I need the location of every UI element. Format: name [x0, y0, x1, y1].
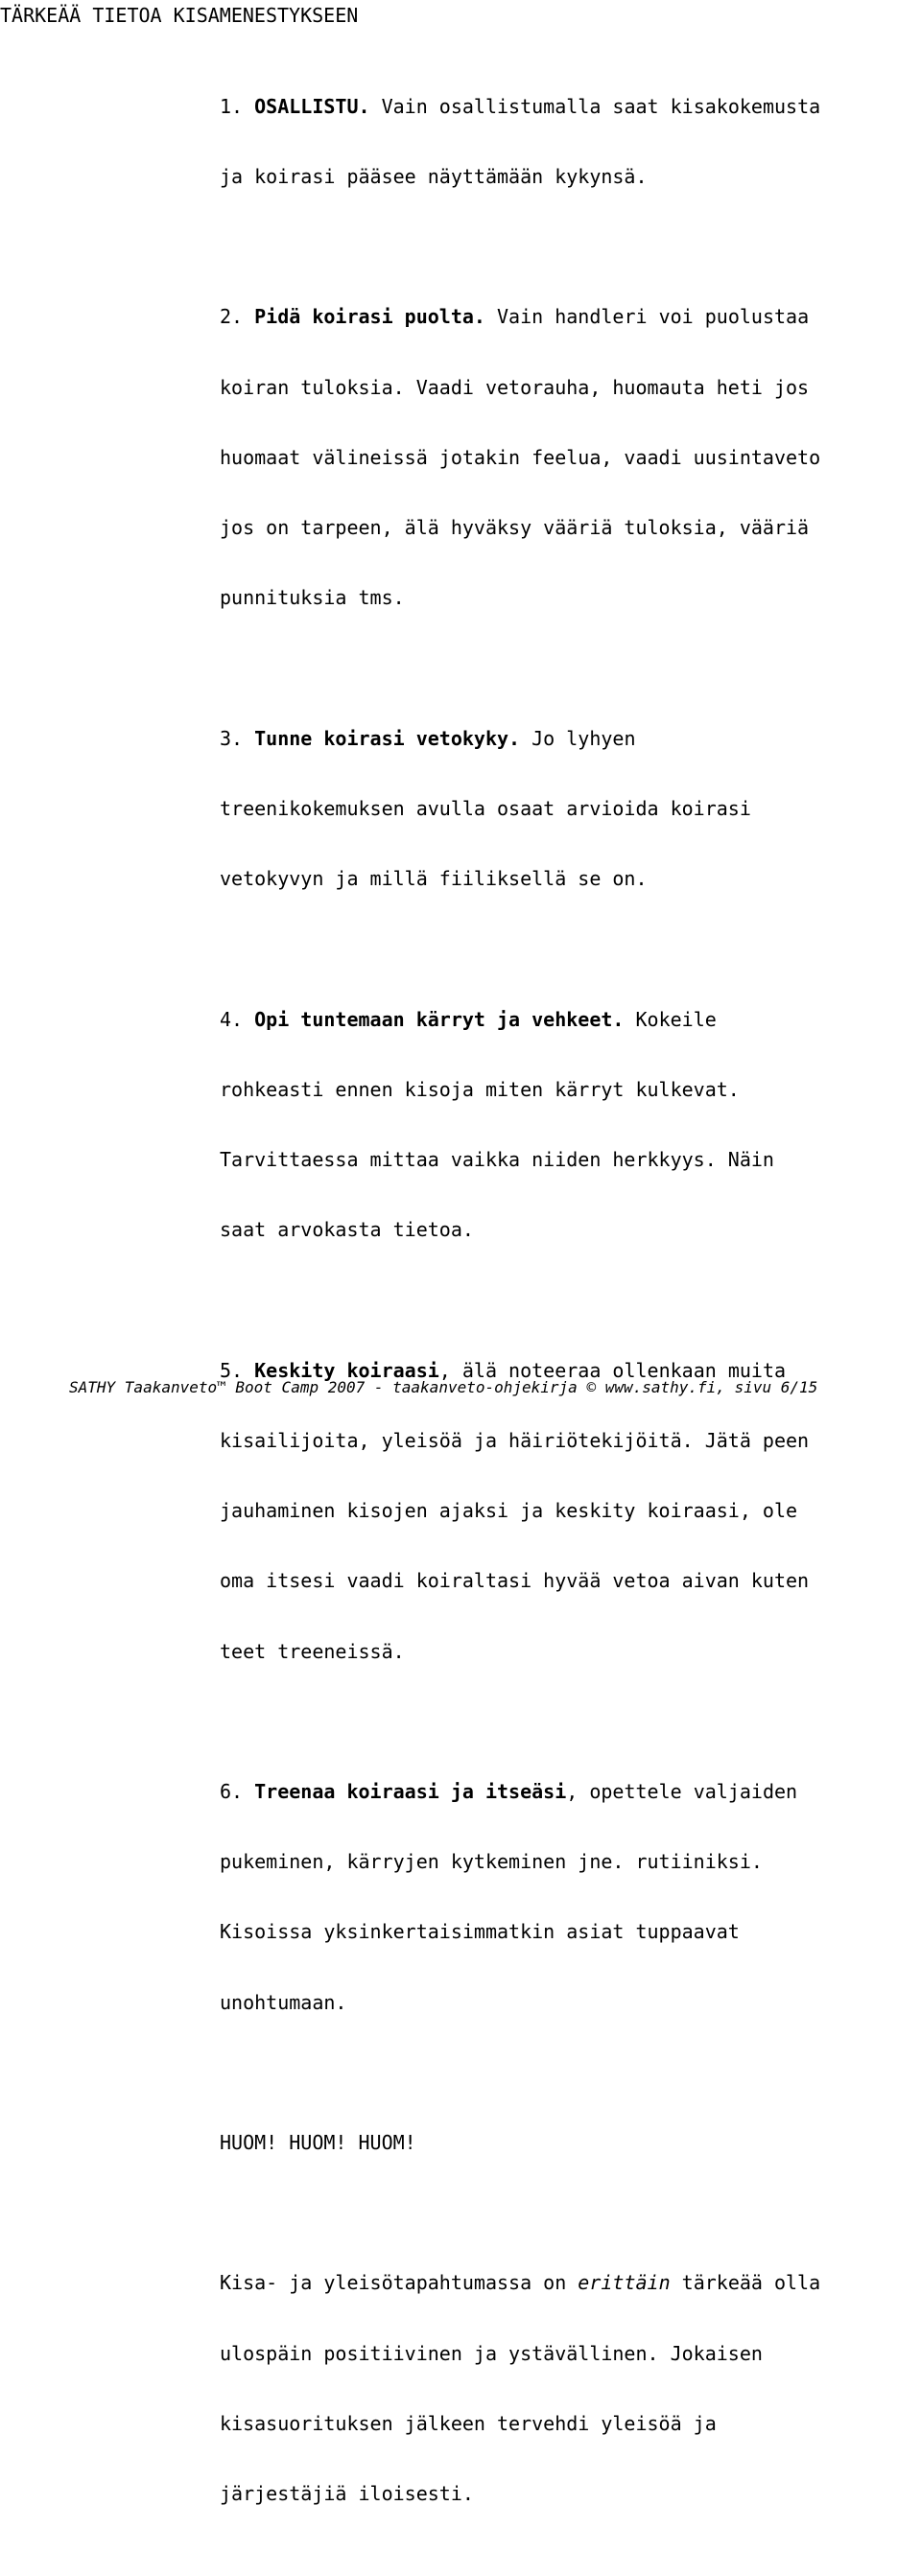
item-text: , opettele valjaiden	[566, 1779, 798, 1803]
document-body	[220, 48, 915, 2576]
list-item	[220, 1312, 915, 1710]
item-number: 6.	[220, 1779, 244, 1803]
item-text: jauhaminen kisojen ajaksi ja keskity koiraasi, ole	[220, 1499, 798, 1523]
closing-emphasis: erittäin	[578, 2271, 671, 2295]
item-text: Jo lyhyen	[520, 726, 636, 750]
item-text: Tarvittaessa mittaa vaikka niiden herkkyys. Näin	[220, 1148, 774, 1172]
item-text: Kokeile	[624, 1007, 717, 1031]
item-text: vetokyvyn ja millä fiiliksellä se on.	[220, 867, 648, 891]
item-text: unohtumaan.	[220, 1990, 347, 2014]
item-text: kisailijoita, yleisöä ja häiriötekijöitä. Jätä peen	[220, 1428, 810, 1452]
item-text: , älä noteeraa ollenkaan muita	[438, 1358, 787, 1382]
item-heading: OSALLISTU.	[254, 94, 370, 118]
item-text: koiran tuloksia. Vaadi vetorauha, huomauta heti jos	[220, 375, 810, 399]
item-text: oma itsesi vaadi koiraltasi hyvää vetoa aivan kuten	[220, 1569, 810, 1593]
huom-notice	[220, 2084, 915, 2201]
closing-paragraph	[220, 2225, 915, 2553]
item-heading: Tunne koirasi vetokyky.	[254, 726, 521, 750]
item-heading: Pidä koirasi puolta.	[254, 305, 485, 329]
item-text: teet treeneissä.	[220, 1639, 405, 1663]
item-text: ja koirasi pääsee näyttämään kykynsä.	[220, 165, 648, 189]
huom-text: HUOM! HUOM! HUOM!	[220, 2131, 416, 2155]
item-text: jos on tarpeen, älä hyväksy vääriä tuloksia, vääriä	[220, 516, 810, 540]
item-text: rohkeasti ennen kisoja miten kärryt kulkevat.	[220, 1077, 740, 1101]
closing-text: kisasuorituksen jälkeen tervehdi yleisöä ja	[220, 2411, 717, 2435]
item-text: punnituksia tms.	[220, 586, 405, 610]
list-item	[220, 259, 915, 657]
closing-text: ulospäin positiivinen ja ystävällinen. Jokaisen	[220, 2341, 763, 2365]
item-text: treenikokemuksen avulla osaat arvioida koirasi	[220, 796, 751, 820]
closing-text: järjestäjiä iloisesti.	[220, 2482, 474, 2506]
item-heading: Opi tuntemaan kärryt ja vehkeet.	[254, 1007, 625, 1031]
item-number: 1.	[220, 94, 244, 118]
item-text: pukeminen, kärryjen kytkeminen jne. rutiiniksi.	[220, 1850, 763, 1874]
list-item	[220, 1733, 915, 2061]
item-text: Vain osallistumalla saat kisakokemusta	[369, 94, 821, 118]
item-heading: Treenaa koiraasi ja itseäsi	[254, 1779, 567, 1803]
closing-text: tärkeää olla	[670, 2271, 821, 2295]
list-item	[220, 961, 915, 1289]
item-number: 2.	[220, 305, 244, 329]
page-footer: SATHY Taakanveto™ Boot Camp 2007 - taakanveto-ohjekirja © www.sathy.fi, sivu 6/15	[69, 1378, 818, 1396]
item-heading: Keskity koiraasi	[254, 1358, 439, 1382]
item-text: huomaat välineissä jotakin feelua, vaadi uusintaveto	[220, 445, 821, 469]
item-number: 4.	[220, 1007, 244, 1031]
item-text: saat arvokasta tietoa.	[220, 1218, 474, 1242]
item-number: 5.	[220, 1358, 244, 1382]
item-number: 3.	[220, 726, 244, 750]
list-item	[220, 48, 915, 235]
closing-text: Kisa- ja yleisötapahtumassa on	[220, 2271, 579, 2295]
list-item	[220, 680, 915, 937]
page-title: TÄRKEÄÄ TIETOA KISAMENESTYKSEEN	[0, 4, 359, 27]
item-text: Kisoissa yksinkertaisimmatkin asiat tuppaavat	[220, 1920, 740, 1944]
item-text: Vain handleri voi puolustaa	[484, 305, 810, 329]
